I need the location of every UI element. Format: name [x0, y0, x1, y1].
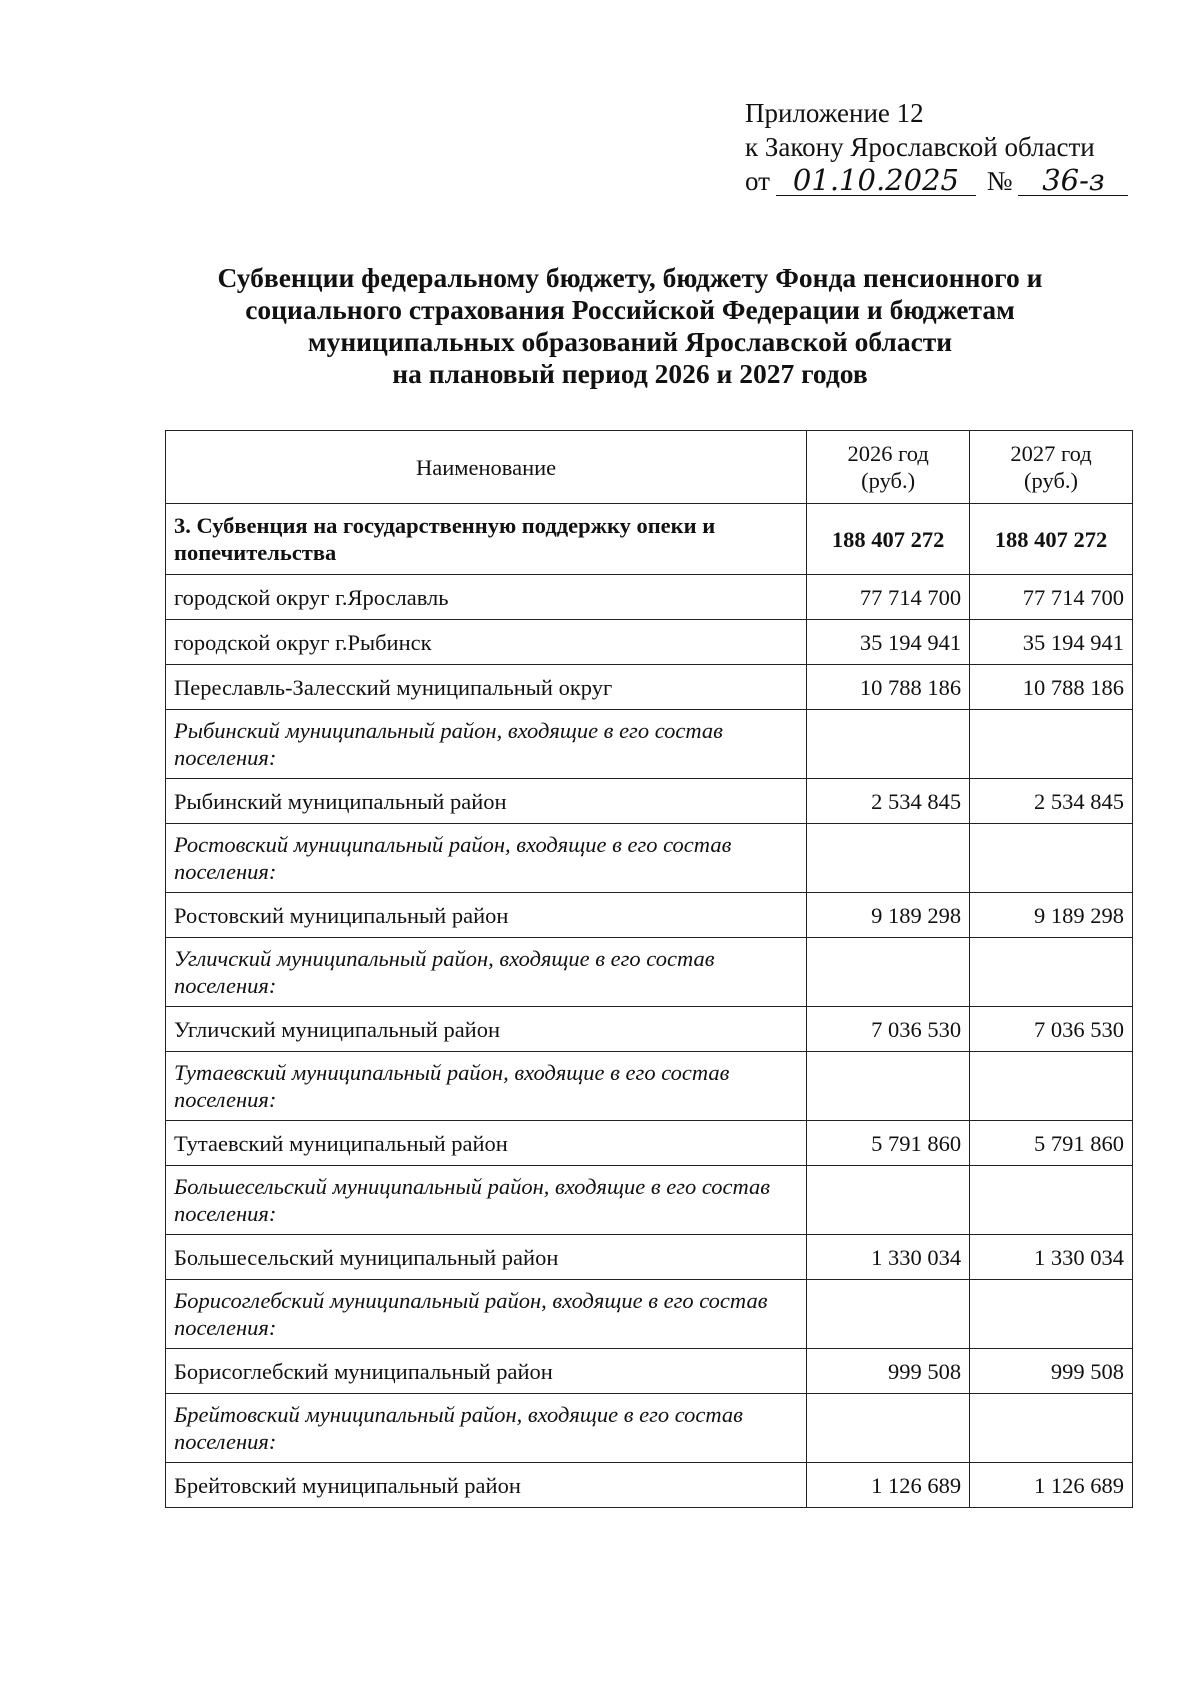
value-2027-cell — [970, 1394, 1133, 1463]
appendix-date-line — [745, 164, 1128, 198]
name-cell: Угличский муниципальный район, входящие в его состав поселения: — [166, 938, 807, 1007]
table-row — [166, 575, 1133, 620]
value-2026-cell: 10 788 186 — [807, 665, 970, 710]
name-cell: Большесельский муниципальный район, входящие в его состав поселения: — [166, 1166, 807, 1235]
table-row — [166, 1007, 1133, 1052]
value-2026-cell — [807, 1394, 970, 1463]
table-group-heading-row — [166, 938, 1133, 1007]
value-2026-cell: 1 126 689 — [807, 1463, 970, 1508]
appendix-header — [745, 96, 1128, 198]
column-header-2026 — [807, 431, 970, 504]
total-2027-cell: 188 407 272 — [970, 504, 1133, 575]
subvention-table — [165, 430, 1133, 1508]
value-2027-cell: 5 791 860 — [970, 1121, 1133, 1166]
number-prefix: № — [986, 166, 1013, 196]
value-2026-cell: 2 534 845 — [807, 779, 970, 824]
table-group-heading-row — [166, 1166, 1133, 1235]
value-2026-cell: 1 330 034 — [807, 1235, 970, 1280]
value-2027-cell: 7 036 530 — [970, 1007, 1133, 1052]
column-header-2027-year: 2027 год — [1010, 441, 1092, 466]
table-row — [166, 1235, 1133, 1280]
value-2027-cell: 1 330 034 — [970, 1235, 1133, 1280]
table-row — [166, 665, 1133, 710]
total-2026-cell: 188 407 272 — [807, 504, 970, 575]
table-group-heading-row — [166, 824, 1133, 893]
value-2026-cell: 7 036 530 — [807, 1007, 970, 1052]
value-2027-cell — [970, 710, 1133, 779]
value-2027-cell — [970, 1280, 1133, 1349]
name-cell: Ростовский муниципальный район — [166, 893, 807, 938]
title-line: на плановый период 2026 и 2027 годов — [392, 358, 868, 389]
value-2026-cell: 999 508 — [807, 1349, 970, 1394]
table-row — [166, 620, 1133, 665]
name-cell: Угличский муниципальный район — [166, 1007, 807, 1052]
value-2026-cell — [807, 938, 970, 1007]
value-2026-cell: 35 194 941 — [807, 620, 970, 665]
value-2026-cell — [807, 1166, 970, 1235]
value-2027-cell: 999 508 — [970, 1349, 1133, 1394]
table-group-heading-row — [166, 710, 1133, 779]
value-2027-cell — [970, 824, 1133, 893]
name-cell: Борисоглебский муниципальный район — [166, 1349, 807, 1394]
name-cell: Брейтовский муниципальный район — [166, 1463, 807, 1508]
value-2027-cell: 1 126 689 — [970, 1463, 1133, 1508]
table-row — [166, 1121, 1133, 1166]
table-row — [166, 779, 1133, 824]
date-prefix: от — [745, 166, 770, 196]
name-cell: Борисоглебский муниципальный район, входящие в его состав поселения: — [166, 1280, 807, 1349]
handwritten-law-number: 36-з — [1018, 165, 1128, 196]
value-2027-cell: 2 534 845 — [970, 779, 1133, 824]
document-title — [160, 262, 1100, 390]
table-row — [166, 1463, 1133, 1508]
name-cell: Тутаевский муниципальный район, входящие в его состав поселения: — [166, 1052, 807, 1121]
name-cell: Рыбинский муниципальный район — [166, 779, 807, 824]
table-row — [166, 893, 1133, 938]
appendix-number: Приложение 12 — [745, 98, 924, 128]
name-cell: Брейтовский муниципальный район, входящие в его состав поселения: — [166, 1394, 807, 1463]
column-header-2026-year: 2026 год — [847, 441, 929, 466]
value-2027-cell — [970, 938, 1133, 1007]
table-header-row — [166, 431, 1133, 504]
column-header-2027 — [970, 431, 1133, 504]
value-2026-cell — [807, 1280, 970, 1349]
value-2026-cell — [807, 710, 970, 779]
value-2026-cell: 9 189 298 — [807, 893, 970, 938]
name-cell: Большесельский муниципальный район — [166, 1235, 807, 1280]
value-2027-cell: 9 189 298 — [970, 893, 1133, 938]
table-group-heading-row — [166, 1052, 1133, 1121]
total-row — [166, 504, 1133, 575]
appendix-law-reference: к Закону Ярославской области — [745, 132, 1095, 162]
name-cell: Рыбинский муниципальный район, входящие в его состав поселения: — [166, 710, 807, 779]
value-2027-cell — [970, 1166, 1133, 1235]
table-row — [166, 1349, 1133, 1394]
name-cell: Ростовский муниципальный район, входящие в его состав поселения: — [166, 824, 807, 893]
column-header-name: Наименование — [166, 431, 807, 504]
value-2026-cell — [807, 1052, 970, 1121]
column-header-2026-unit: (руб.) — [861, 468, 916, 493]
title-line: муниципальных образований Ярославской области — [307, 326, 953, 357]
name-cell: Тутаевский муниципальный район — [166, 1121, 807, 1166]
value-2026-cell: 77 714 700 — [807, 575, 970, 620]
value-2026-cell: 5 791 860 — [807, 1121, 970, 1166]
value-2027-cell: 10 788 186 — [970, 665, 1133, 710]
table-group-heading-row — [166, 1394, 1133, 1463]
handwritten-date: 01.10.2025 — [776, 165, 976, 196]
value-2027-cell: 35 194 941 — [970, 620, 1133, 665]
title-line: социального страхования Российской Федерации и бюджетам — [245, 294, 1015, 325]
name-cell: Переславль-Залесский муниципальный округ — [166, 665, 807, 710]
title-line: Субвенции федеральному бюджету, бюджету Фонда пенсионного и — [217, 262, 1043, 293]
column-header-2027-unit: (руб.) — [1024, 468, 1079, 493]
value-2026-cell — [807, 824, 970, 893]
table-group-heading-row — [166, 1280, 1133, 1349]
value-2027-cell: 77 714 700 — [970, 575, 1133, 620]
value-2027-cell — [970, 1052, 1133, 1121]
name-cell: городской округ г.Ярославль — [166, 575, 807, 620]
total-name-cell: 3. Субвенция на государственную поддержку опеки и попечительства — [166, 504, 807, 575]
name-cell: городской округ г.Рыбинск — [166, 620, 807, 665]
